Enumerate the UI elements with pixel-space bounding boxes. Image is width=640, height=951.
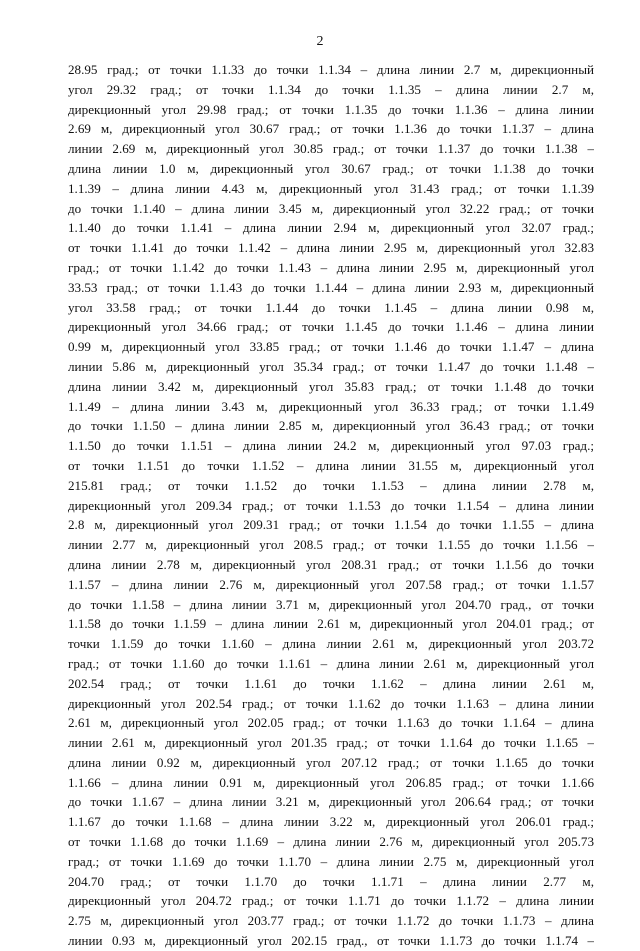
text-line: 28.95 град.; от точки 1.1.33 до точки 1.1.34 – длина линии 2.7 м, дирекционный — [68, 62, 594, 77]
text-line: линии 2.69 м, дирекционный угол 30.85 град.; от точки 1.1.37 до точки 1.1.38 – — [68, 141, 594, 157]
text-line: точки 1.1.59 до точки 1.1.60 – длина линии 2.61 м, дирекционный угол 203.72 — [68, 636, 594, 652]
text-line: дирекционный угол 202.54 град.; от точки 1.1.62 до точки 1.1.63 – длина линии — [68, 695, 594, 711]
text-line: 2.61 м, дирекционный угол 202.05 град.; от точки 1.1.63 до точки 1.1.64 – длина — [68, 715, 594, 731]
text-line: 1.1.40 до точки 1.1.41 – длина линии 2.94 м, дирекционный угол 32.07 град.; — [68, 220, 594, 236]
text-line: дирекционный угол 204.72 град.; от точки 1.1.71 до точки 1.1.72 – длина линии — [68, 893, 594, 909]
text-line: линии 5.86 м, дирекционный угол 35.34 град.; от точки 1.1.47 до точки 1.1.48 – — [68, 358, 594, 374]
body-text — [68, 60, 594, 951]
text-line: угол 29.32 град.; от точки 1.1.34 до точки 1.1.35 – длина линии 2.7 м, — [68, 81, 594, 97]
text-line: 1.1.49 – длина линии 3.43 м, дирекционный угол 36.33 град.; от точки 1.1.49 — [68, 398, 594, 414]
text-line: линии 2.61 м, дирекционный угол 201.35 град.; от точки 1.1.64 до точки 1.1.65 – — [68, 735, 594, 751]
text-line: дирекционный угол 34.66 град.; от точки 1.1.45 до точки 1.1.46 – длина линии — [68, 319, 594, 335]
text-line: 2.69 м, дирекционный угол 30.67 град.; от точки 1.1.36 до точки 1.1.37 – длина — [68, 121, 594, 137]
text-line: до точки 1.1.67 – длина линии 3.21 м, дирекционный угол 206.64 град.; от точки — [68, 794, 594, 810]
text-line: 202.54 град.; от точки 1.1.61 до точки 1.1.62 – длина линии 2.61 м, — [68, 675, 594, 691]
text-line: 1.1.57 – длина линии 2.76 м, дирекционный угол 207.58 град.; от точки 1.1.57 — [68, 576, 594, 592]
text-line: дирекционный угол 209.34 град.; от точки 1.1.53 до точки 1.1.54 – длина линии — [68, 497, 594, 513]
text-line: длина линии 2.78 м, дирекционный угол 208.31 град.; от точки 1.1.56 до точки — [68, 556, 594, 572]
text-line: 1.1.50 до точки 1.1.51 – длина линии 24.2 м, дирекционный угол 97.03 град.; — [68, 438, 594, 454]
text-line: линии 0.93 м, дирекционный угол 202.15 град., от точки 1.1.73 до точки 1.1.74 – — [68, 933, 594, 949]
text-line: угол 33.58 град.; от точки 1.1.44 до точки 1.1.45 – длина линии 0.98 м, — [68, 299, 594, 315]
text-line: длина линии 0.92 м, дирекционный угол 207.12 град.; от точки 1.1.65 до точки — [68, 754, 594, 770]
text-line: длина линии 3.42 м, дирекционный угол 35.83 град.; от точки 1.1.48 до точки — [68, 378, 594, 394]
text-line: 1.1.66 – длина линии 0.91 м, дирекционный угол 206.85 град.; от точки 1.1.66 — [68, 774, 594, 790]
text-line: 1.1.58 до точки 1.1.59 – длина линии 2.61 м, дирекционный угол 204.01 град.; от — [68, 616, 594, 632]
text-line: град.; от точки 1.1.42 до точки 1.1.43 – длина линии 2.95 м, дирекционный угол — [68, 259, 594, 275]
text-line: до точки 1.1.58 – длина линии 3.71 м, дирекционный угол 204.70 град., от точки — [68, 596, 594, 612]
page-number: 2 — [316, 34, 324, 49]
text-line: 0.99 м, дирекционный угол 33.85 град.; от точки 1.1.46 до точки 1.1.47 – длина — [68, 339, 594, 355]
text-line: 2.75 м, дирекционный угол 203.77 град.; от точки 1.1.72 до точки 1.1.73 – длина — [68, 913, 594, 929]
text-line: до точки 1.1.40 – длина линии 3.45 м, дирекционный угол 32.22 град.; от точки — [68, 200, 594, 216]
text-line: до точки 1.1.50 – длина линии 2.85 м, дирекционный угол 36.43 град.; от точки — [68, 418, 594, 434]
text-line: 204.70 град.; от точки 1.1.70 до точки 1.1.71 – длина линии 2.77 м, — [68, 873, 594, 889]
text-line: 1.1.67 до точки 1.1.68 – длина линии 3.22 м, дирекционный угол 206.01 град.; — [68, 814, 594, 830]
text-line: 215.81 град.; от точки 1.1.52 до точки 1.1.53 – длина линии 2.78 м, — [68, 477, 594, 493]
text-line: дирекционный угол 29.98 град.; от точки 1.1.35 до точки 1.1.36 – длина линии — [68, 101, 594, 117]
text-line: град.; от точки 1.1.69 до точки 1.1.70 – длина линии 2.75 м, дирекционный угол — [68, 853, 594, 869]
text-line: 33.53 град.; от точки 1.1.43 до точки 1.1.44 – длина линии 2.93 м, дирекционный — [68, 279, 594, 295]
text-line: линии 2.77 м, дирекционный угол 208.5 град.; от точки 1.1.55 до точки 1.1.56 – — [68, 537, 594, 553]
text-line: 1.1.39 – длина линии 4.43 м, дирекционный угол 31.43 град.; от точки 1.1.39 — [68, 180, 594, 196]
text-line: от точки 1.1.68 до точки 1.1.69 – длина линии 2.76 м, дирекционный угол 205.73 — [68, 834, 594, 850]
text-line: град.; от точки 1.1.60 до точки 1.1.61 – длина линии 2.61 м, дирекционный угол — [68, 655, 594, 671]
text-line: 2.8 м, дирекционный угол 209.31 град.; от точки 1.1.54 до точки 1.1.55 – длина — [68, 517, 594, 533]
text-line: от точки 1.1.51 до точки 1.1.52 – длина линии 31.55 м, дирекционный угол — [68, 457, 594, 473]
text-line: длина линии 1.0 м, дирекционный угол 30.67 град.; от точки 1.1.38 до точки — [68, 160, 594, 176]
text-line: от точки 1.1.41 до точки 1.1.42 – длина линии 2.95 м, дирекционный угол 32.83 — [68, 240, 594, 256]
